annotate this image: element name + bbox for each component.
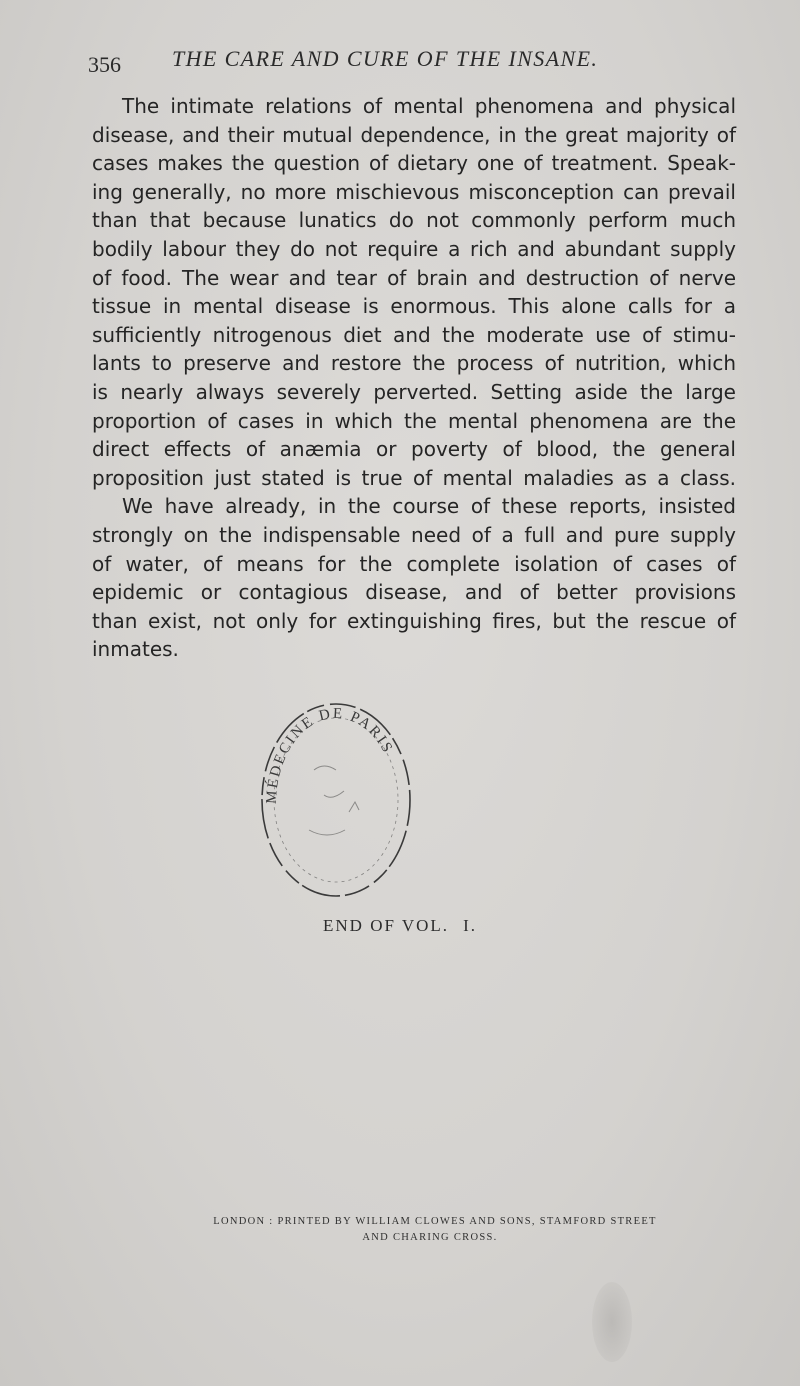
text-line: than that because lunatics do not commonly perform much: [92, 208, 736, 233]
text-line: We have already, in the course of these reports, insisted: [122, 494, 736, 519]
end-of-volume-text: END OF VOL.: [323, 916, 450, 935]
text-line: sufficiently nitrogenous diet and the moderate use of stimu-: [92, 322, 736, 347]
text-line: tissue in mental disease is enormous. This alone calls for a: [92, 294, 736, 319]
text-line: epidemic or contagious disease, and of better provisions: [92, 580, 736, 605]
text-line: is nearly always severely perverted. Setting aside the large: [92, 379, 736, 404]
text-line: proportion of cases in which the mental phenomena are the: [92, 408, 736, 433]
text-line: than exist, not only for extinguishing fires, but the rescue of: [92, 608, 736, 633]
imprint-line: AND CHARING CROSS.: [362, 1232, 498, 1243]
text-line: direct effects of anæmia or poverty of blood, the general: [92, 437, 736, 462]
text-line: ing generally, no more mischievous misconception can prevail: [92, 179, 736, 204]
text-line: lants to preserve and restore the process of nutrition, which: [92, 351, 736, 376]
text-line: of food. The wear and tear of brain and destruction of nerve: [92, 265, 736, 290]
text-line: proposition just stated is true of mental maladies as a class.: [92, 465, 736, 490]
paper-smudge: [592, 1282, 632, 1362]
library-stamp-icon: [254, 700, 418, 908]
text-line: of water, of means for the complete isolation of cases of: [92, 551, 736, 576]
text-line: bodily labour they do not require a rich and abundant supply: [92, 236, 736, 261]
body-text: [92, 92, 736, 664]
printer-imprint: [0, 1214, 800, 1246]
volume-number: I.: [463, 916, 477, 935]
text-line: The intimate relations of mental phenomena and physical: [122, 94, 736, 118]
running-head: THE CARE AND CURE OF THE INSANE.: [172, 46, 599, 71]
end-of-volume: [0, 916, 800, 936]
imprint-line: LONDON : PRINTED BY WILLIAM CLOWES AND SONS, STAMFORD STREET: [213, 1216, 657, 1227]
page-number: 356: [88, 52, 121, 77]
text-line: disease, and their mutual dependence, in the great majority of: [92, 122, 736, 147]
text-line: strongly on the indispensable need of a full and pure supply: [92, 522, 736, 547]
page-header: [88, 44, 648, 77]
text-line: cases makes the question of dietary one of treatment. Speak-: [92, 151, 736, 176]
text-line: inmates.: [92, 637, 179, 662]
stamp-text: MÉDECINE DE PARIS: [263, 705, 396, 805]
